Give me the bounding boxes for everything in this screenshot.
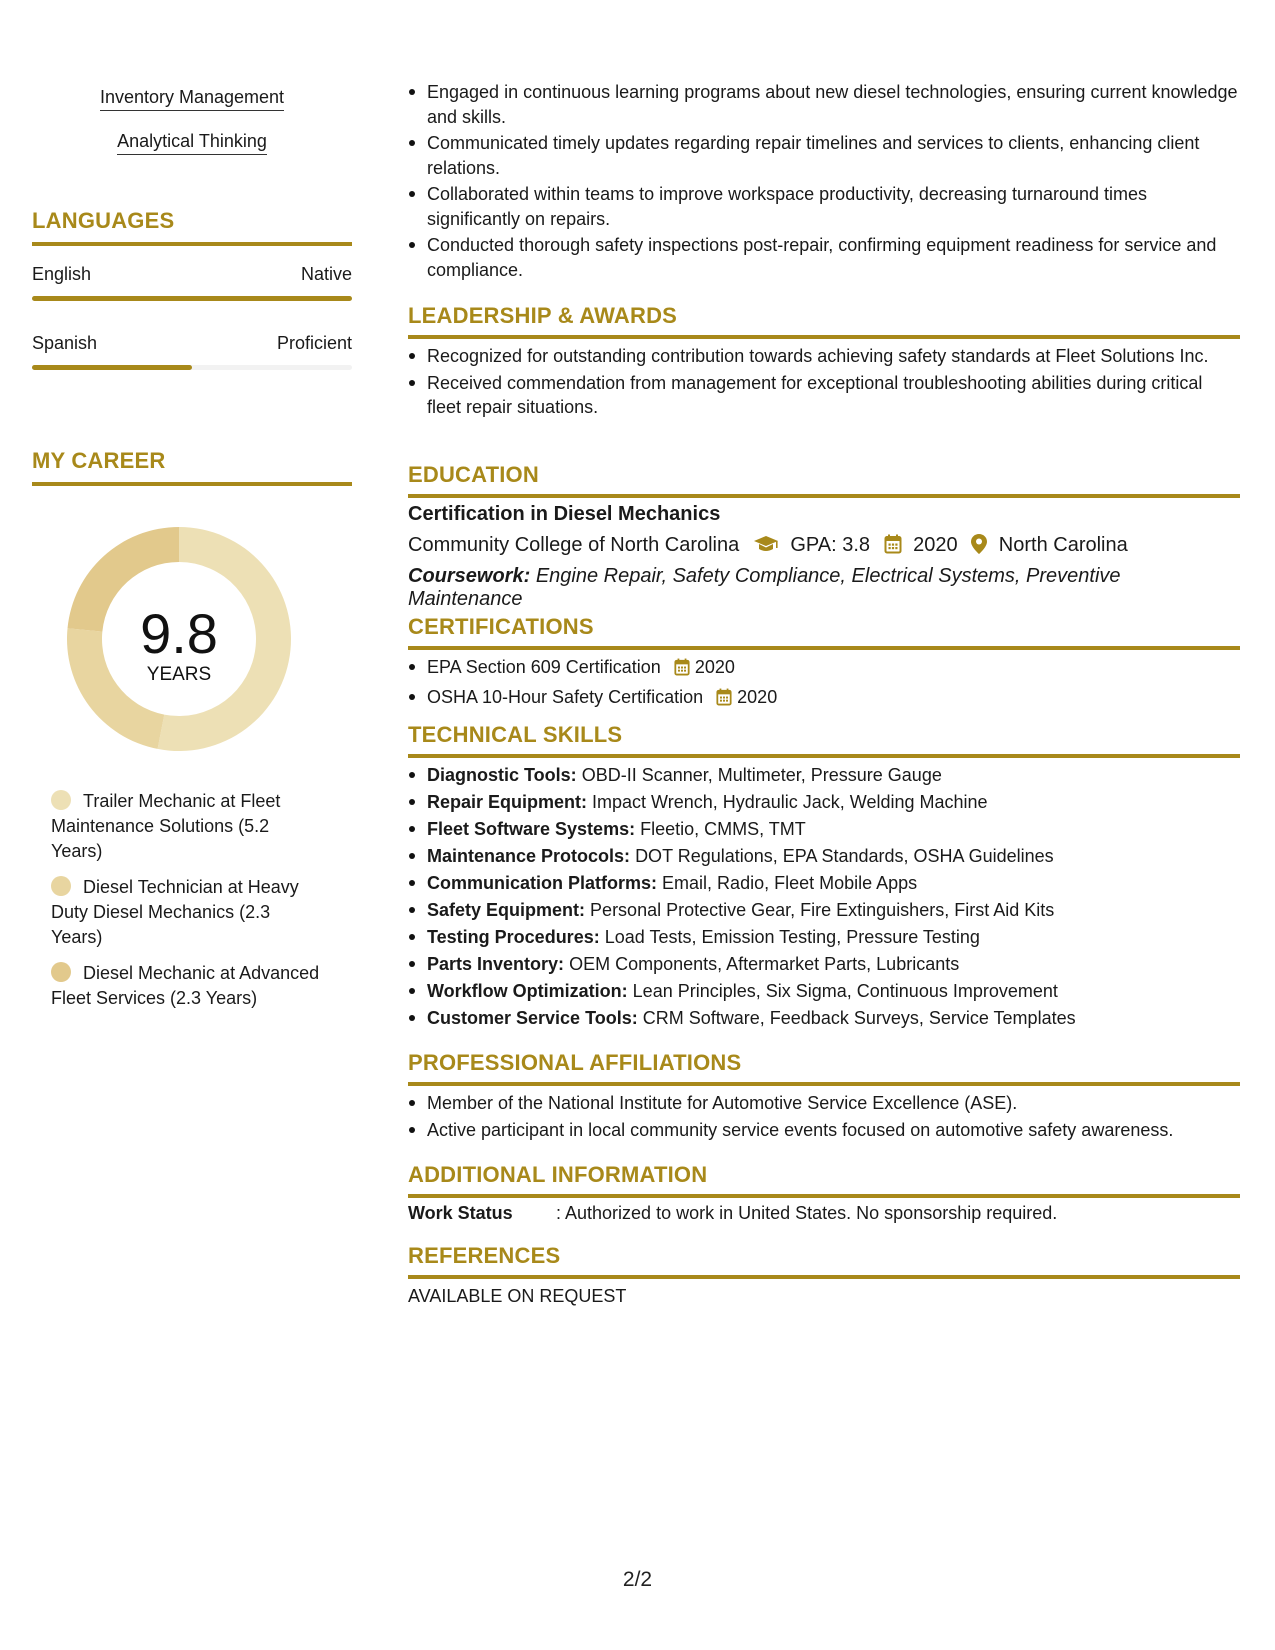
skill-category: Fleet Software Systems: bbox=[427, 819, 636, 839]
skill-values: Personal Protective Gear, Fire Extinguishers, First Aid Kits bbox=[590, 900, 1055, 920]
career-legend-item bbox=[51, 875, 321, 950]
education-details bbox=[408, 534, 1240, 560]
coursework bbox=[408, 565, 1240, 611]
list-item bbox=[408, 1006, 1240, 1031]
language-level: Native bbox=[300, 264, 352, 284]
career-label: Diesel Technician at Heavy Duty Diesel Mechanics (2.3 Years) bbox=[51, 877, 299, 947]
list-item: Conducted thorough safety inspections post-repair, confirming equipment readiness for service and compliance. bbox=[408, 233, 1240, 282]
additional-section bbox=[408, 1162, 1240, 1198]
section-title: ADDITIONAL INFORMATION bbox=[408, 1162, 708, 1187]
section-title: PROFESSIONAL AFFILIATIONS bbox=[408, 1050, 742, 1075]
list-item bbox=[408, 979, 1240, 1004]
skill-category: Parts Inventory: bbox=[427, 954, 565, 974]
list-item bbox=[408, 898, 1240, 923]
list-item bbox=[408, 871, 1240, 896]
skill-values: OEM Components, Aftermarket Parts, Lubricants bbox=[569, 954, 960, 974]
certification-year: 2020 bbox=[694, 657, 735, 677]
section-rule bbox=[408, 335, 1240, 339]
language-row bbox=[32, 333, 352, 354]
list-item: Received commendation from management for exceptional troubleshooting abilities during critical fleet repair situations. bbox=[408, 371, 1240, 420]
list-item bbox=[408, 844, 1240, 869]
section-rule bbox=[32, 242, 352, 246]
section-title: EDUCATION bbox=[408, 462, 539, 487]
career-section bbox=[32, 448, 352, 486]
skill-category: Diagnostic Tools: bbox=[427, 765, 577, 785]
career-legend-item bbox=[51, 961, 321, 1011]
career-label: Diesel Mechanic at Advanced Fleet Services (2.3 Years) bbox=[51, 963, 320, 1008]
graduation-cap-icon bbox=[753, 534, 779, 560]
section-title: CERTIFICATIONS bbox=[408, 614, 594, 639]
career-total: 9.8 bbox=[140, 602, 218, 665]
list-item bbox=[408, 952, 1240, 977]
list-item: Communicated timely updates regarding repair timelines and services to clients, enhancing client relations. bbox=[408, 131, 1240, 180]
language-bar-fill bbox=[32, 296, 352, 301]
list-item bbox=[408, 763, 1240, 788]
skill-values: OBD-II Scanner, Multimeter, Pressure Gauge bbox=[581, 765, 942, 785]
list-item: Recognized for outstanding contribution towards achieving safety standards at Fleet Solutions Inc. bbox=[408, 344, 1240, 369]
skill-values: Lean Principles, Six Sigma, Continuous Improvement bbox=[632, 981, 1058, 1001]
certification-name: EPA Section 609 Certification bbox=[427, 657, 661, 677]
skill-item bbox=[32, 131, 352, 155]
list-item bbox=[408, 655, 1240, 683]
language-bar bbox=[32, 365, 352, 370]
career-legend-item bbox=[51, 789, 321, 864]
graduation-year: 2020 bbox=[913, 534, 958, 556]
section-title: REFERENCES bbox=[408, 1243, 561, 1268]
list-item: Engaged in continuous learning programs about new diesel technologies, ensuring current knowledge and skills. bbox=[408, 80, 1240, 129]
section-rule bbox=[408, 754, 1240, 758]
section-title: LEADERSHIP & AWARDS bbox=[408, 303, 678, 328]
skill-category: Communication Platforms: bbox=[427, 873, 658, 893]
skill-category: Maintenance Protocols: bbox=[427, 846, 631, 866]
skill-category: Customer Service Tools: bbox=[427, 1008, 638, 1028]
affiliations-list bbox=[408, 1091, 1240, 1142]
technical-skills-list bbox=[408, 763, 1240, 1031]
technical-section bbox=[408, 722, 1240, 758]
skill-item bbox=[32, 87, 352, 111]
language-bar bbox=[32, 296, 352, 301]
education-section bbox=[408, 462, 1240, 498]
skill-values: Fleetio, CMMS, TMT bbox=[640, 819, 806, 839]
school-name: Community College of North Carolina bbox=[408, 534, 740, 556]
language-row bbox=[32, 264, 352, 285]
degree-title: Certification in Diesel Mechanics bbox=[408, 503, 721, 525]
section-rule bbox=[408, 1194, 1240, 1198]
certification-year: 2020 bbox=[737, 686, 778, 707]
certifications-section bbox=[408, 614, 1240, 650]
affiliations-section bbox=[408, 1050, 1240, 1086]
section-rule bbox=[32, 482, 352, 486]
skill-values: Load Tests, Emission Testing, Pressure Testing bbox=[604, 927, 980, 947]
legend-dot-icon bbox=[51, 962, 71, 982]
experience-bullets bbox=[408, 80, 1240, 282]
map-pin-icon bbox=[971, 534, 987, 560]
skill-category: Repair Equipment: bbox=[427, 792, 588, 812]
legend-dot-icon bbox=[51, 876, 71, 896]
list-item: Active participant in local community service events focused on automotive safety awareness. bbox=[408, 1118, 1240, 1143]
career-donut-chart bbox=[67, 527, 291, 751]
work-status-row bbox=[408, 1203, 1240, 1224]
language-name: English bbox=[32, 264, 92, 284]
skill-values: Impact Wrench, Hydraulic Jack, Welding Machine bbox=[592, 792, 988, 812]
section-rule bbox=[408, 646, 1240, 650]
skill-label: Analytical Thinking bbox=[117, 131, 267, 155]
list-item bbox=[408, 685, 1240, 713]
language-bar-fill bbox=[32, 365, 192, 370]
calendar-icon bbox=[884, 534, 902, 560]
section-title: TECHNICAL SKILLS bbox=[408, 722, 623, 747]
list-item bbox=[408, 925, 1240, 950]
section-rule bbox=[408, 1082, 1240, 1086]
references-text: AVAILABLE ON REQUEST bbox=[408, 1286, 627, 1306]
list-item: Member of the National Institute for Automotive Service Excellence (ASE). bbox=[408, 1091, 1240, 1116]
references-section bbox=[408, 1243, 1240, 1279]
skill-label: Inventory Management bbox=[100, 87, 284, 111]
section-rule bbox=[408, 1275, 1240, 1279]
leadership-section bbox=[408, 303, 1240, 339]
career-unit: YEARS bbox=[146, 664, 212, 685]
list-item bbox=[408, 790, 1240, 815]
skill-values: DOT Regulations, EPA Standards, OSHA Guidelines bbox=[635, 846, 1054, 866]
languages-section bbox=[32, 208, 352, 246]
certification-name: OSHA 10-Hour Safety Certification bbox=[427, 686, 704, 707]
career-label: Trailer Mechanic at Fleet Maintenance Solutions (5.2 Years) bbox=[51, 791, 281, 861]
certifications-list bbox=[408, 655, 1240, 712]
education-location: North Carolina bbox=[998, 534, 1128, 556]
page-number: 2/2 bbox=[622, 1568, 653, 1591]
skill-category: Safety Equipment: bbox=[427, 900, 586, 920]
skill-values: Email, Radio, Fleet Mobile Apps bbox=[662, 873, 918, 893]
language-name: Spanish bbox=[32, 333, 98, 353]
leadership-bullets bbox=[408, 344, 1240, 420]
calendar-icon bbox=[716, 688, 732, 713]
skill-values: CRM Software, Feedback Surveys, Service Templates bbox=[642, 1008, 1076, 1028]
languages-title: LANGUAGES bbox=[32, 208, 175, 233]
list-item: Collaborated within teams to improve workspace productivity, decreasing turnaround times significantly on repairs. bbox=[408, 182, 1240, 231]
section-rule bbox=[408, 494, 1240, 498]
calendar-icon bbox=[674, 658, 690, 683]
legend-dot-icon bbox=[51, 790, 71, 810]
skill-category: Testing Procedures: bbox=[427, 927, 600, 947]
language-level: Proficient bbox=[276, 333, 352, 353]
work-status-label: Work Status bbox=[408, 1203, 513, 1223]
career-title: MY CAREER bbox=[32, 448, 166, 473]
skill-category: Workflow Optimization: bbox=[427, 981, 628, 1001]
list-item bbox=[408, 817, 1240, 842]
work-status-value: : Authorized to work in United States. No sponsorship required. bbox=[556, 1203, 1058, 1223]
coursework-label: Coursework: bbox=[408, 565, 531, 587]
gpa: GPA: 3.8 bbox=[790, 534, 871, 556]
coursework-list: Engine Repair, Safety Compliance, Electrical Systems, Preventive Maintenance bbox=[408, 565, 1121, 610]
